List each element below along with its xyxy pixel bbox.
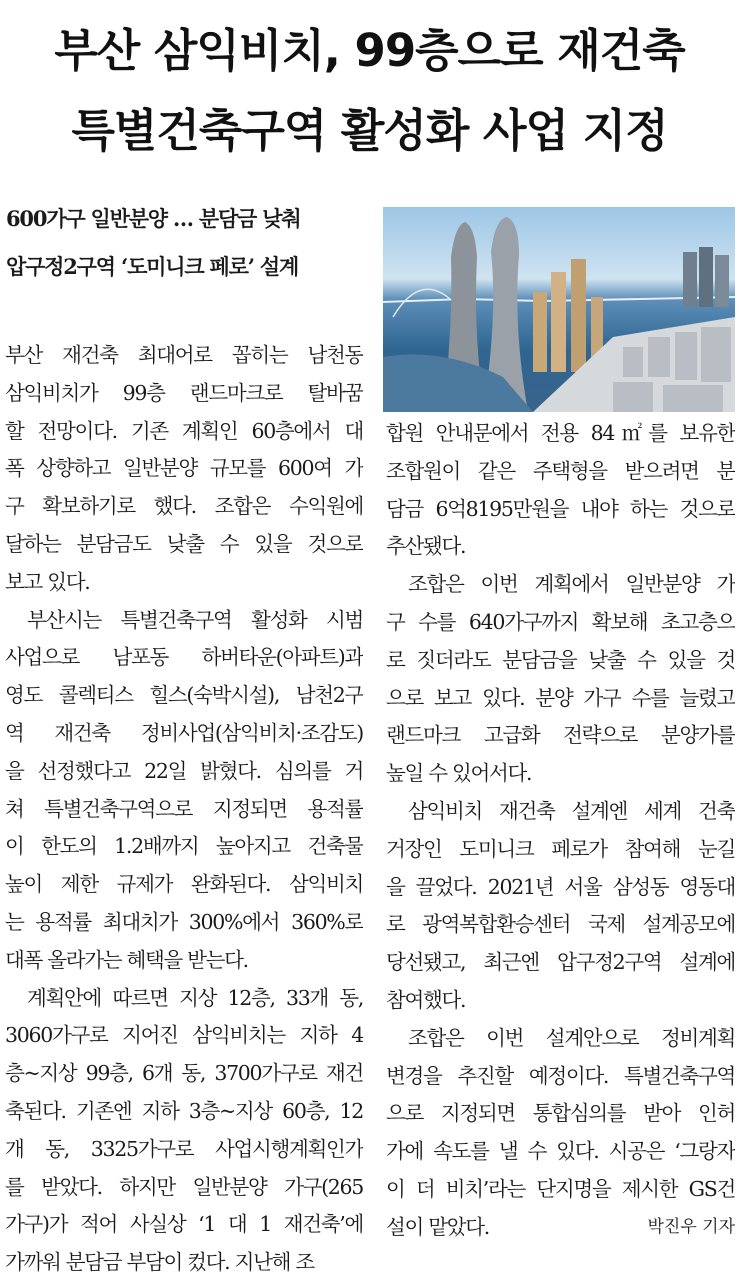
line-text: 쳐 특별건축구역으로 지정되면 용적률 — [5, 796, 363, 821]
line-text: 보고 있다. — [5, 569, 90, 594]
line-text: 삼익비치 재건축 설계엔 세계 건축 — [408, 798, 735, 823]
paragraph-line — [386, 566, 735, 604]
line-text: 대폭 올라가는 혜택을 받는다. — [5, 947, 248, 972]
line-text: 영도 콜렉티스 힐스(숙박시설), 남천2구 — [5, 683, 363, 708]
paragraph-line — [386, 528, 735, 566]
paragraph-line — [5, 980, 363, 1018]
line-text: 추산됐다. — [386, 534, 466, 559]
article-body-left-column — [5, 337, 363, 1282]
line-text: 층~지상 99층, 6개 동, 3700가구로 재건 — [5, 1061, 363, 1086]
paragraph-line — [5, 1017, 363, 1055]
paragraph-line — [386, 1171, 735, 1209]
line-text: 삼익비치가 99층 랜드마크로 탈바꿈 — [5, 380, 363, 405]
subheadline-line-1: 600가구 일반분양 … 분담금 낮춰 — [6, 206, 301, 231]
paragraph-line — [5, 715, 363, 753]
line-text: 로 광역복합환승센터 국제 설계공모에 — [386, 912, 735, 937]
paragraph-line — [386, 642, 735, 680]
line-text: 달하는 분담금도 낮출 수 있을 것으로 — [5, 531, 363, 556]
paragraph-line — [386, 680, 735, 718]
paragraph-line — [386, 906, 735, 944]
line-text: 구 수를 640가구까지 확보해 초고층으 — [386, 609, 735, 634]
line-text: 을 끌었다. 2021년 서울 삼성동 영동대 — [386, 874, 735, 899]
line-text: 으로 지정되면 통합심의를 받아 인허 — [386, 1101, 735, 1126]
paragraph-line — [386, 831, 735, 869]
line-text: 설이 맡았다. — [386, 1214, 489, 1239]
paragraph-line — [386, 1209, 735, 1247]
line-text: 계획안에 따르면 지상 12층, 33개 동, — [27, 985, 363, 1010]
paragraph-line — [386, 1133, 735, 1171]
paragraph-line — [5, 639, 363, 677]
paragraph-line — [5, 526, 363, 564]
paragraph-line — [5, 488, 363, 526]
reporter-byline: 박진우 기자 — [647, 1216, 735, 1237]
line-text: 3060가구로 지어진 삼익비치는 지하 4 — [5, 1023, 363, 1048]
paragraph-line — [5, 866, 363, 904]
line-text: 조합은 이번 계획에서 일반분양 가 — [408, 572, 735, 597]
line-text: 변경을 추진할 예정이다. 특별건축구역 — [386, 1063, 735, 1088]
paragraph-line — [386, 415, 735, 453]
line-text: 조합은 이번 설계안으로 정비계획 — [408, 1025, 735, 1050]
paragraph-line — [5, 1055, 363, 1093]
paragraph-line — [386, 453, 735, 491]
line-text: 부산 재건축 최대어로 꼽히는 남천동 — [5, 343, 363, 367]
line-text: 부산시는 특별건축구역 활성화 시범 — [27, 607, 363, 632]
line-text: 높이 제한 규제가 완화된다. 삼익비치 — [5, 872, 363, 897]
paragraph-line — [386, 869, 735, 907]
line-text: 축된다. 기존엔 지하 3층~지상 60층, 12 — [5, 1098, 363, 1123]
paragraph-line — [5, 677, 363, 715]
paragraph-line — [386, 604, 735, 642]
paragraph-line — [386, 1095, 735, 1133]
headline-line-1: 부산 삼익비치, 99층으로 재건축 — [54, 24, 685, 77]
line-text: 담금 6억8195만원을 내야 하는 것으로 — [386, 496, 735, 521]
line-text: 당선됐고, 최근엔 압구정2구역 설계에 — [386, 950, 735, 975]
line-text: 개 동, 3325가구로 사업시행계획인가 — [5, 1136, 363, 1161]
line-text: 가까워 분담금 부담이 컸다. 지난해 조 — [5, 1250, 314, 1275]
paragraph-line — [5, 791, 363, 829]
line-text: 가구)가 적어 사실상 ‘1 대 1 재건축’에 — [5, 1212, 363, 1237]
paragraph-line — [5, 753, 363, 791]
paragraph-line — [5, 413, 363, 451]
line-text: 를 받았다. 하지만 일반분양 가구(265 — [5, 1174, 363, 1199]
paragraph-line — [386, 793, 735, 831]
line-text: 이 더 비치’라는 단지명을 제시한 GS건 — [386, 1176, 735, 1201]
line-text: 로 짓더라도 분담금을 낮출 수 있을 것 — [386, 647, 735, 672]
paragraph-line — [5, 1093, 363, 1131]
line-text: 사업으로 남포동 하버타운(아파트)과 — [5, 645, 363, 670]
line-text: 할 전망이다. 기존 계획인 60층에서 대 — [5, 418, 363, 443]
paragraph-line — [5, 1131, 363, 1169]
paragraph-line — [5, 450, 363, 488]
paragraph-line — [5, 375, 363, 413]
paragraph-line — [386, 1020, 735, 1058]
article-body-right-column — [386, 415, 735, 1247]
paragraph-line — [5, 1169, 363, 1207]
line-text: 폭 상향하고 일반분양 규모를 600여 가 — [5, 456, 363, 481]
paragraph-line — [5, 1206, 363, 1244]
paragraph-line — [386, 944, 735, 982]
paragraph-line — [5, 942, 363, 980]
paragraph-line — [5, 564, 363, 602]
paragraph-line — [386, 755, 735, 793]
line-text: 참여했다. — [386, 987, 466, 1012]
line-text: 거장인 도미니크 페로가 참여해 눈길 — [386, 836, 735, 861]
line-text: 으로 보고 있다. 분양 가구 수를 늘렸고 — [386, 685, 735, 710]
paragraph-line — [5, 904, 363, 942]
paragraph-line — [386, 717, 735, 755]
subheadline-line-2: 압구정2구역 ‘도미니크 페로’ 설계 — [6, 254, 299, 279]
line-text: 랜드마크 고급화 전략으로 분양가를 — [386, 723, 735, 748]
line-text: 조합원이 같은 주택형을 받으려면 분 — [386, 458, 735, 483]
line-text: 구 확보하기로 했다. 조합은 수익원에 — [5, 494, 363, 519]
paragraph-line — [5, 602, 363, 640]
line-text: 높일 수 있어서다. — [386, 761, 532, 786]
line-text: 을 선정했다고 22일 밝혔다. 심의를 거 — [5, 758, 363, 783]
line-text: 이 한도의 1.2배까지 높아지고 건축물 — [5, 834, 363, 859]
line-text: 합원 안내문에서 전용 84㎡를 보유한 — [386, 421, 735, 445]
headline-line-2: 특별건축구역 활성화 사업 지정 — [71, 104, 668, 157]
line-text: 는 용적률 최대치가 300%에서 360%로 — [5, 909, 363, 934]
paragraph-line — [386, 491, 735, 529]
paragraph-line — [386, 1058, 735, 1096]
paragraph-line — [386, 982, 735, 1020]
rendering-photo — [383, 207, 735, 412]
paragraph-line — [5, 1244, 363, 1282]
tower-rendering-image — [383, 207, 735, 412]
paragraph-line — [5, 828, 363, 866]
line-text: 역 재건축 정비사업(삼익비치·조감도) — [5, 720, 363, 745]
line-text: 가에 속도를 낼 수 있다. 시공은 ‘그랑자 — [386, 1139, 735, 1164]
paragraph-line — [5, 337, 363, 375]
